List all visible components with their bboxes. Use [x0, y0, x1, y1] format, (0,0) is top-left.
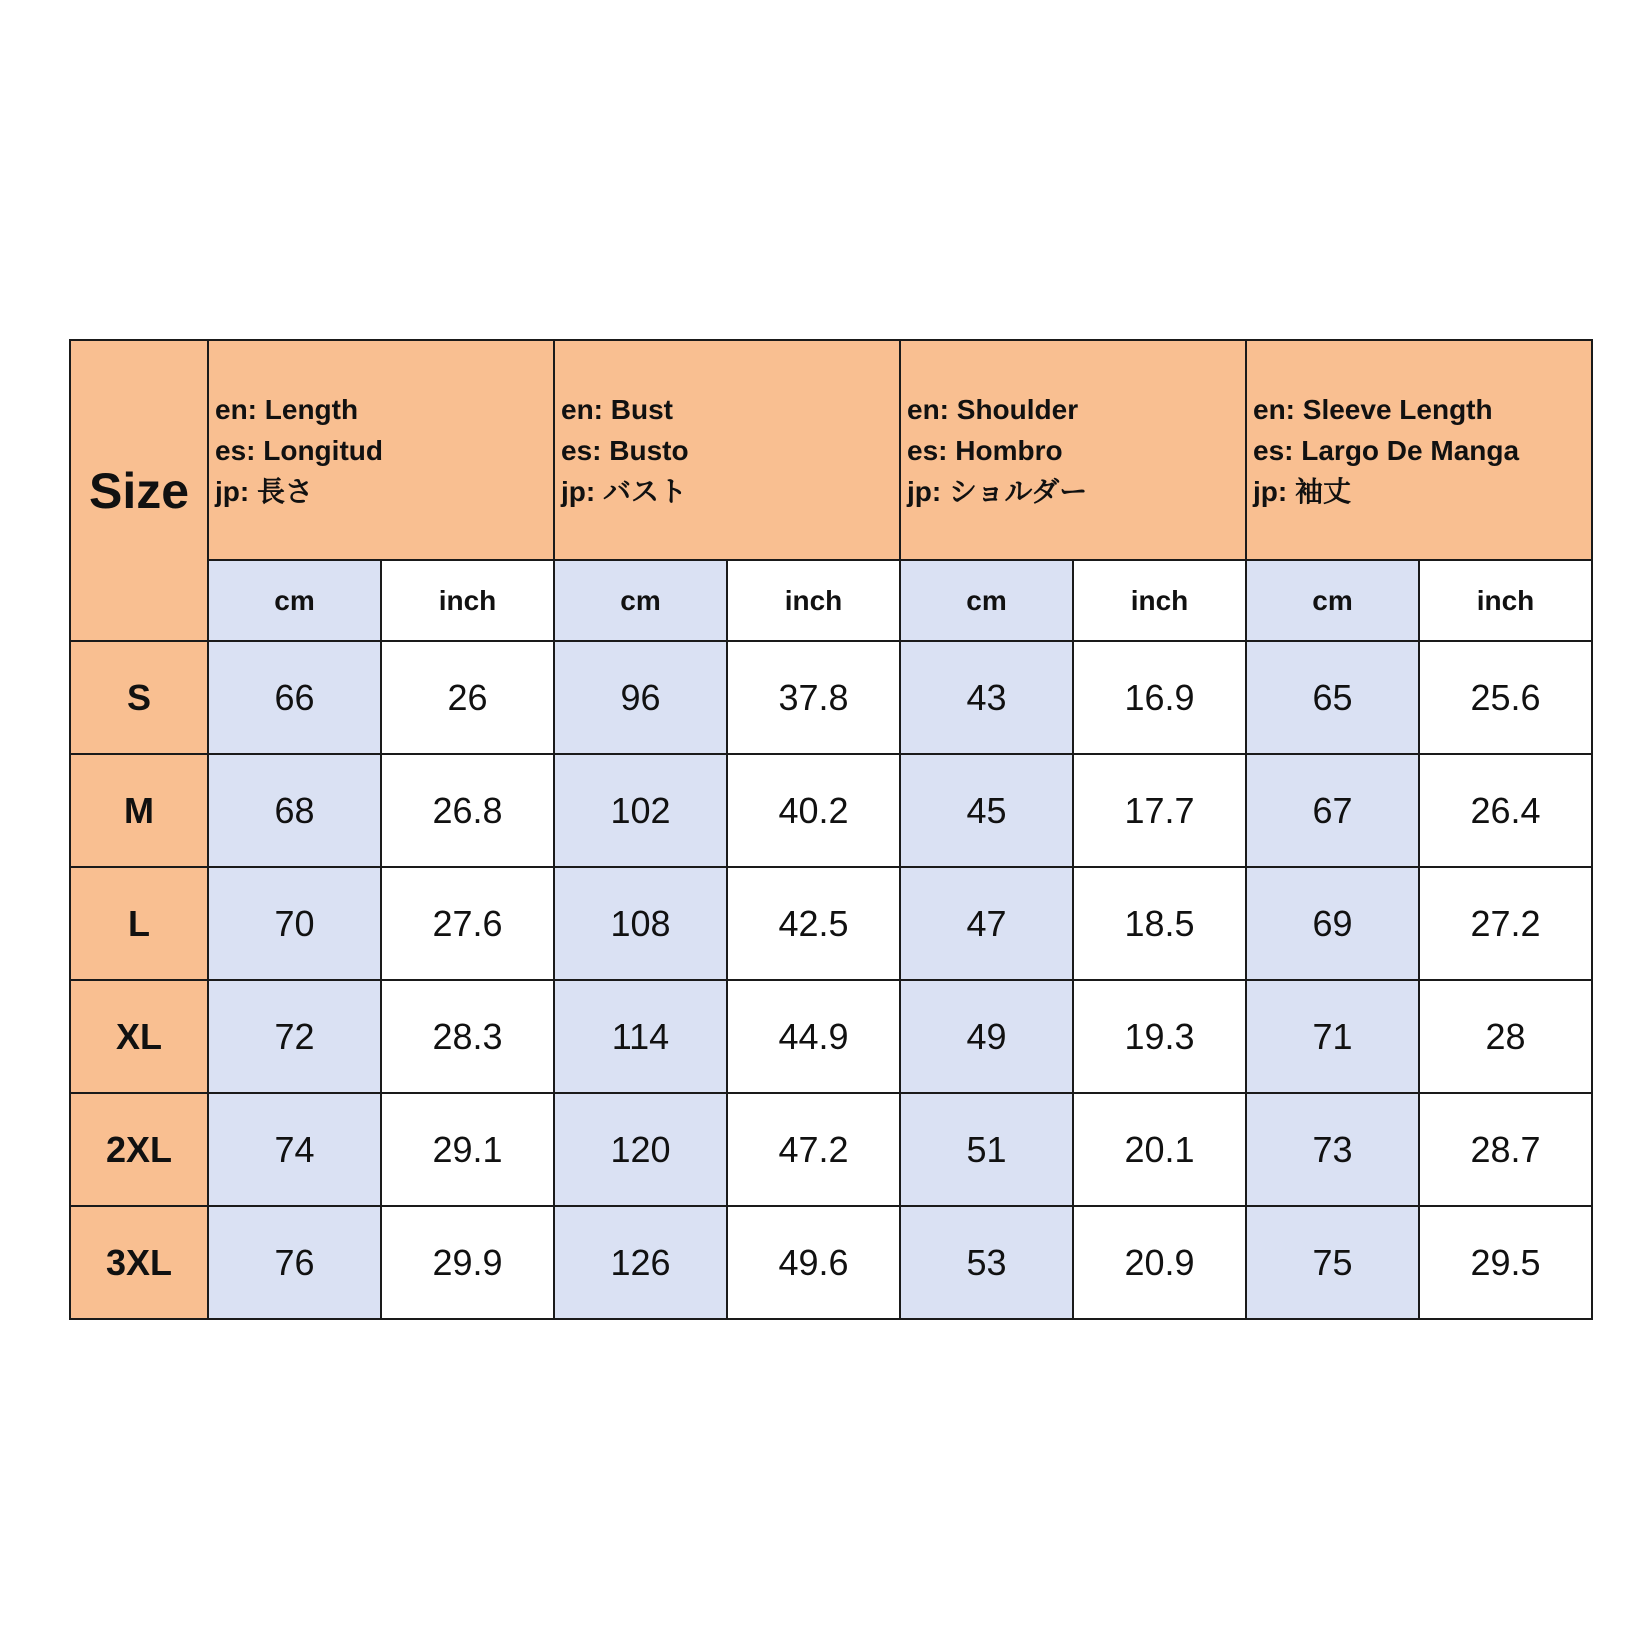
sleeve-inch-cell: 25.6: [1419, 641, 1592, 754]
length-inch-cell: 29.1: [381, 1093, 554, 1206]
bust-en-label: en: Bust: [561, 393, 673, 425]
table-row: [70, 754, 1592, 867]
length-cm-cell: 74: [208, 1093, 381, 1206]
sleeve-length-es-label: es: Largo De Manga: [1253, 434, 1520, 466]
group-header-row: [70, 340, 1592, 560]
size-label: S: [70, 641, 208, 754]
length-cm-cell: 66: [208, 641, 381, 754]
bust-inch-cell: 37.8: [727, 641, 900, 754]
sleeve-inch-cell: 27.2: [1419, 867, 1592, 980]
size-column-header: Size: [70, 340, 208, 641]
sleeve-cm-cell: 67: [1246, 754, 1419, 867]
length-jp-label: jp: 長さ: [215, 475, 313, 507]
size-label: M: [70, 754, 208, 867]
sleeve-inch-cell: 28: [1419, 980, 1592, 1093]
unit-header-inch: inch: [1073, 560, 1246, 641]
unit-header-row: [70, 560, 1592, 641]
length-inch-cell: 26: [381, 641, 554, 754]
shoulder-jp-label: jp: ショルダー: [907, 475, 1088, 507]
size-label: XL: [70, 980, 208, 1093]
bust-inch-cell: 47.2: [727, 1093, 900, 1206]
sleeve-cm-cell: 69: [1246, 867, 1419, 980]
sleeve-cm-cell: 65: [1246, 641, 1419, 754]
sleeve-cm-cell: 73: [1246, 1093, 1419, 1206]
unit-header-cm: cm: [208, 560, 381, 641]
bust-jp-label: jp: バスト: [561, 475, 687, 507]
table-row: [70, 1093, 1592, 1206]
unit-header-inch: inch: [727, 560, 900, 641]
unit-header-cm: cm: [554, 560, 727, 641]
shoulder-header: [900, 340, 1246, 560]
shoulder-cm-cell: 45: [900, 754, 1073, 867]
unit-header-inch: inch: [381, 560, 554, 641]
sleeve-length-jp-label: jp: 袖丈: [1253, 475, 1351, 507]
shoulder-inch-cell: 18.5: [1073, 867, 1246, 980]
bust-inch-cell: 44.9: [727, 980, 900, 1093]
shoulder-cm-cell: 49: [900, 980, 1073, 1093]
length-cm-cell: 76: [208, 1206, 381, 1319]
sleeve-inch-cell: 28.7: [1419, 1093, 1592, 1206]
shoulder-cm-cell: 51: [900, 1093, 1073, 1206]
shoulder-inch-cell: 19.3: [1073, 980, 1246, 1093]
length-header: [208, 340, 554, 560]
unit-header-cm: cm: [900, 560, 1073, 641]
table-row: [70, 867, 1592, 980]
length-inch-cell: 28.3: [381, 980, 554, 1093]
bust-cm-cell: 102: [554, 754, 727, 867]
bust-inch-cell: 40.2: [727, 754, 900, 867]
sleeve-cm-cell: 75: [1246, 1206, 1419, 1319]
bust-es-label: es: Busto: [561, 434, 689, 466]
bust-cm-cell: 108: [554, 867, 727, 980]
length-en-label: en: Length: [215, 393, 359, 425]
bust-cm-cell: 96: [554, 641, 727, 754]
size-label: L: [70, 867, 208, 980]
table-row: [70, 1206, 1592, 1319]
bust-cm-cell: 126: [554, 1206, 727, 1319]
shoulder-inch-cell: 16.9: [1073, 641, 1246, 754]
shoulder-inch-cell: 17.7: [1073, 754, 1246, 867]
length-inch-cell: 26.8: [381, 754, 554, 867]
table-row: [70, 980, 1592, 1093]
length-cm-cell: 72: [208, 980, 381, 1093]
shoulder-inch-cell: 20.9: [1073, 1206, 1246, 1319]
unit-header-inch: inch: [1419, 560, 1592, 641]
length-inch-cell: 29.9: [381, 1206, 554, 1319]
length-inch-cell: 27.6: [381, 867, 554, 980]
length-cm-cell: 68: [208, 754, 381, 867]
shoulder-inch-cell: 20.1: [1073, 1093, 1246, 1206]
bust-inch-cell: 42.5: [727, 867, 900, 980]
length-cm-cell: 70: [208, 867, 381, 980]
shoulder-cm-cell: 47: [900, 867, 1073, 980]
bust-inch-cell: 49.6: [727, 1206, 900, 1319]
table-row: [70, 641, 1592, 754]
shoulder-es-label: es: Hombro: [907, 434, 1063, 466]
sleeve-inch-cell: 29.5: [1419, 1206, 1592, 1319]
sleeve-length-en-label: en: Sleeve Length: [1253, 393, 1493, 425]
sleeve-length-header: [1246, 340, 1592, 560]
shoulder-cm-cell: 53: [900, 1206, 1073, 1319]
unit-header-cm: cm: [1246, 560, 1419, 641]
sleeve-inch-cell: 26.4: [1419, 754, 1592, 867]
bust-header: [554, 340, 900, 560]
bust-cm-cell: 114: [554, 980, 727, 1093]
bust-cm-cell: 120: [554, 1093, 727, 1206]
length-es-label: es: Longitud: [215, 434, 383, 466]
sleeve-cm-cell: 71: [1246, 980, 1419, 1093]
shoulder-cm-cell: 43: [900, 641, 1073, 754]
shoulder-en-label: en: Shoulder: [907, 393, 1079, 425]
size-label: 2XL: [70, 1093, 208, 1206]
size-label: 3XL: [70, 1206, 208, 1319]
size-chart-table: [69, 339, 1593, 1320]
